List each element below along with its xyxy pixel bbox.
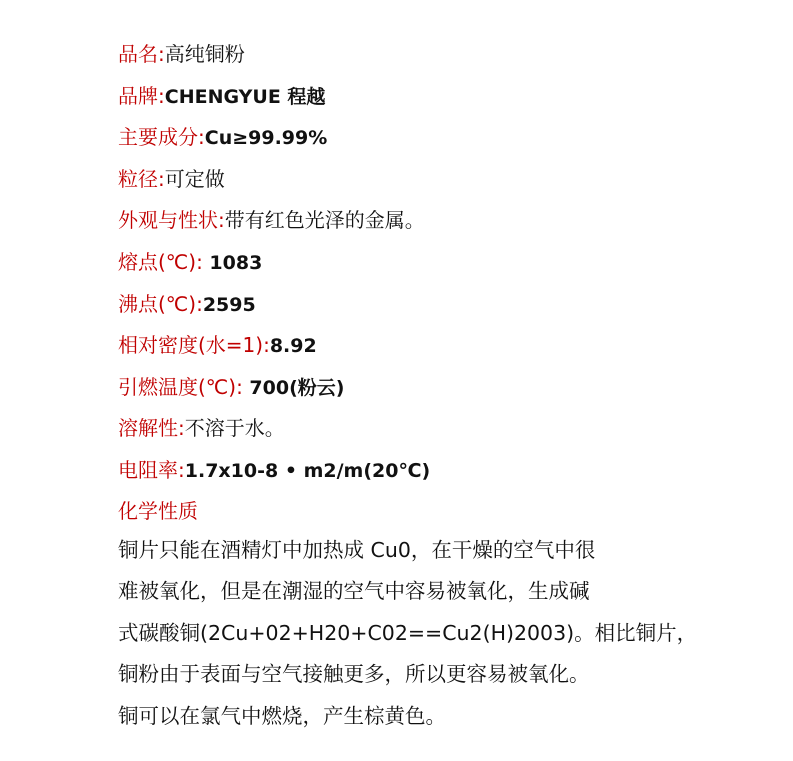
spec-value: 2595 xyxy=(202,293,256,316)
spec-label: 引燃温度(℃): xyxy=(118,374,243,399)
spec-value: 8.92 xyxy=(269,335,317,358)
spec-value: Cu≥99.99% xyxy=(204,127,328,150)
paragraph-line: 铜片只能在酒精灯中加热成 Cu0，在干燥的空气中很 xyxy=(118,537,596,562)
spec-value: 可定做 xyxy=(164,166,225,191)
chemical-properties-paragraph xyxy=(118,530,698,738)
spec-row-boiling-point xyxy=(118,284,678,326)
spec-value: 带有红色光泽的金属。 xyxy=(224,208,425,233)
spec-label: 品名: xyxy=(118,42,165,66)
spec-label: 电阻率: xyxy=(118,457,185,482)
spec-row-resistivity xyxy=(118,450,678,492)
spec-row-appearance xyxy=(118,200,678,242)
spec-label: 粒径: xyxy=(118,166,165,191)
spec-label: 主要成分: xyxy=(118,125,205,150)
paragraph-line: 难被氧化，但是在潮湿的空气中容易被氧化，生成碱 xyxy=(118,579,590,604)
spec-row-particle-size xyxy=(118,159,678,201)
spec-label: 熔点(℃): xyxy=(118,249,203,274)
spec-value: 700(粉云) xyxy=(242,376,345,399)
spec-label: 相对密度(水=1): xyxy=(118,333,270,358)
paragraph-line: 铜粉由于表面与空气接触更多，所以更容易被氧化。 xyxy=(118,662,590,687)
spec-label: 外观与性状: xyxy=(118,208,225,233)
spec-row-brand xyxy=(118,76,678,118)
spec-label: 品牌: xyxy=(118,83,165,108)
spec-row-name xyxy=(118,34,678,76)
spec-row-ignition-temp xyxy=(118,367,678,409)
product-spec-document xyxy=(118,34,698,737)
paragraph-line: 铜可以在氯气中燃烧，产生棕黄色。 xyxy=(118,703,446,728)
spec-value: 1.7x10-8 • m2/m(20℃) xyxy=(184,459,431,482)
spec-value: 不溶于水。 xyxy=(184,416,285,441)
spec-value: 1083 xyxy=(202,251,263,274)
spec-row-density xyxy=(118,325,678,367)
paragraph-line: 式碳酸铜(2Cu+02+H20+C02==Cu2(H)2003)。相比铜片， xyxy=(118,620,698,645)
spec-label: 溶解性: xyxy=(118,416,185,441)
section-title-chemical-properties: 化学性质 xyxy=(118,498,198,523)
spec-value: CHENGYUE 程越 xyxy=(164,85,326,108)
spec-value: 高纯铜粉 xyxy=(164,42,245,66)
spec-label: 沸点(℃): xyxy=(118,291,203,316)
spec-row-composition xyxy=(118,117,678,159)
spec-row-melting-point xyxy=(118,242,678,284)
spec-row-solubility xyxy=(118,408,678,450)
